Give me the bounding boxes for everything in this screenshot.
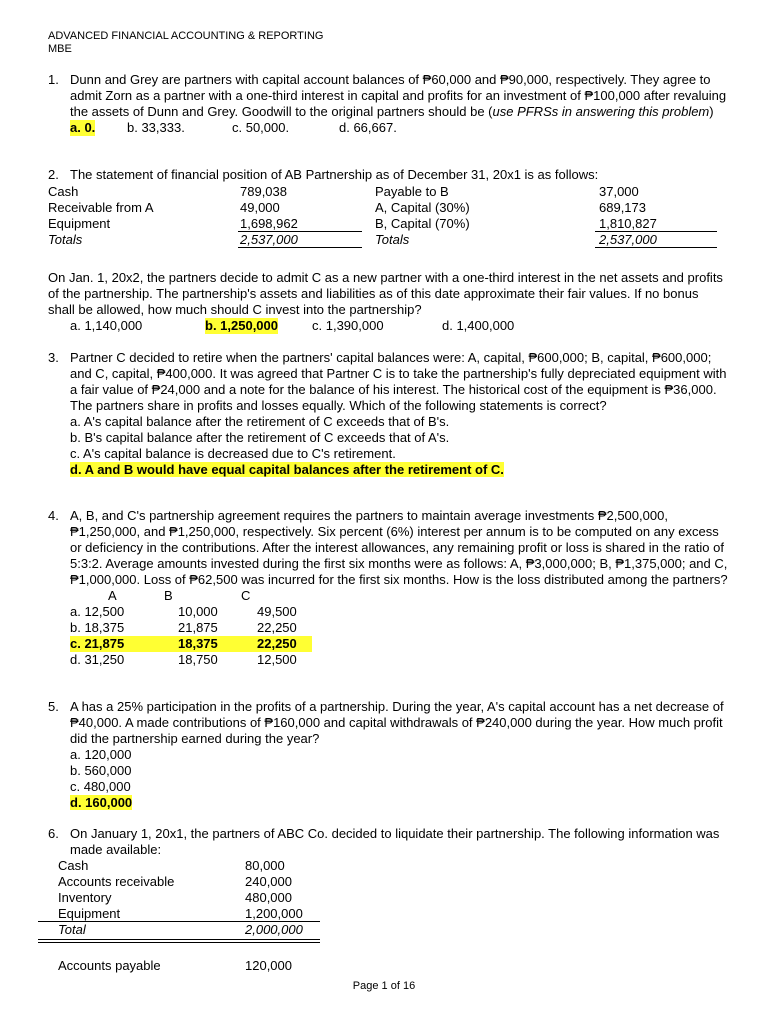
asset-amount: 240,000 bbox=[245, 874, 292, 889]
liability-label: A, Capital (30%) bbox=[375, 200, 470, 215]
choice-d-value-a: d. 31,250 bbox=[70, 652, 125, 667]
totals-label: Totals bbox=[48, 232, 83, 247]
choice-b-value-a: b. 18,375 bbox=[70, 620, 125, 635]
question-number: 1. bbox=[48, 72, 59, 87]
table-row bbox=[58, 958, 728, 974]
question-text-part: Dunn and Grey are partners with capital account balances of ₱60,000 and ₱90,000, respectively. They agree to admit Zorn as a partner with a one-third interest in capital and profits for an investment of ₱100,000 after revaluing the assets of Dunn and Grey. Goodwill to the original partners should be ( bbox=[70, 72, 727, 119]
question-2-scenario bbox=[48, 270, 728, 334]
table-row bbox=[70, 620, 728, 636]
choice-a-value-c: 49,500 bbox=[257, 604, 297, 619]
table-row bbox=[70, 604, 728, 620]
asset-amount: 80,000 bbox=[245, 858, 285, 873]
totals-row bbox=[48, 232, 720, 248]
asset-label: Equipment bbox=[48, 216, 111, 231]
question-5 bbox=[48, 699, 728, 811]
choice-c-value-b: 18,375 bbox=[178, 636, 218, 651]
choice-b-value-c: 22,250 bbox=[257, 620, 297, 635]
question-number: 6. bbox=[48, 826, 59, 841]
asset-label: Cash bbox=[48, 184, 79, 199]
choices bbox=[70, 747, 728, 811]
double-underline bbox=[595, 247, 717, 248]
question-number: 3. bbox=[48, 350, 59, 365]
choice-d-value-b: 18,750 bbox=[178, 652, 218, 667]
choice-d-answer: d. A and B would have equal capital balances after the retirement of C. bbox=[70, 462, 504, 477]
exam-code: MBE bbox=[48, 43, 72, 55]
choice-row bbox=[70, 318, 728, 334]
liability-label: B, Capital (70%) bbox=[375, 216, 470, 231]
page-number: Page 1 of 16 bbox=[352, 980, 416, 992]
choice-a: a. 1,140,000 bbox=[70, 318, 143, 333]
document-header bbox=[48, 30, 323, 56]
question-2 bbox=[48, 167, 720, 248]
question-6 bbox=[48, 826, 728, 974]
totals-label: Total bbox=[58, 922, 86, 937]
choice-row bbox=[70, 120, 728, 136]
choice-a-answer: a. 0. bbox=[70, 120, 96, 135]
question-text: A, B, and C's partnership agreement requires the partners to maintain average investments ₱2,500,000, ₱1,250,000, and ₱1,250,000, respectively. Six percent (6%) interest per annum is to be computed on any excess or deficiency in the contributions. After the interest allowances, any remaining profit or loss is shared in the ratio of 5:3:2. Average amounts invested during the first six months were as follows: A, ₱3,000,000; B, ₱1,375,000; and C, ₱1,000,000. Loss of ₱62,500 was incurred for the first six months. How is the loss distributed among the partners? bbox=[70, 508, 728, 587]
asset-label: Cash bbox=[58, 858, 89, 873]
asset-label: Receivable from A bbox=[48, 200, 154, 215]
totals-amount: 2,000,000 bbox=[245, 922, 303, 937]
table-row-answer bbox=[70, 636, 728, 652]
choices bbox=[70, 414, 728, 478]
asset-label: Equipment bbox=[58, 906, 121, 921]
asset-label: Inventory bbox=[58, 890, 112, 905]
choice-c-value-c: 22,250 bbox=[257, 636, 297, 651]
choice-d: d. 1,400,000 bbox=[442, 318, 515, 333]
asset-amount: 49,000 bbox=[240, 200, 280, 215]
liquidation-assets-table bbox=[58, 858, 728, 938]
choice-d-value-c: 12,500 bbox=[257, 652, 297, 667]
column-header-a: A bbox=[108, 588, 117, 603]
liability-amount: 689,173 bbox=[599, 200, 646, 215]
totals-amount: 2,537,000 bbox=[240, 232, 298, 247]
liability-label: Payable to B bbox=[375, 184, 449, 199]
choice-c-value-a: c. 21,875 bbox=[70, 636, 125, 651]
choice-b: b. B's capital balance after the retirement of C exceeds that of A's. bbox=[70, 430, 450, 445]
table-header bbox=[70, 588, 728, 604]
asset-amount: 789,038 bbox=[240, 184, 287, 199]
liability-amount: 37,000 bbox=[599, 184, 639, 199]
liability-amount: 120,000 bbox=[245, 958, 292, 973]
question-4 bbox=[48, 508, 728, 668]
question-3 bbox=[48, 350, 728, 478]
choice-a-value-a: a. 12,500 bbox=[70, 604, 125, 619]
table-row bbox=[48, 200, 720, 216]
question-number: 4. bbox=[48, 508, 59, 523]
totals-label: Totals bbox=[375, 232, 410, 247]
question-text bbox=[70, 72, 728, 120]
choice-b-value-b: 21,875 bbox=[178, 620, 218, 635]
totals-row bbox=[58, 922, 728, 938]
liability-label: Accounts payable bbox=[58, 958, 161, 973]
choice-c: c. 1,390,000 bbox=[312, 318, 384, 333]
table-row bbox=[58, 874, 728, 890]
totals-amount: 2,537,000 bbox=[599, 232, 657, 247]
question-text-italic: use PFRSs in answering this problem bbox=[492, 104, 710, 119]
choice-d: d. 66,667. bbox=[339, 120, 397, 135]
question-text: Partner C decided to retire when the partners' capital balances were: A, capital, ₱600,000; B, capital, ₱600,000; and C, capital, ₱400,000. It was agreed that Partner C is to take the partnership's fully depreciated equipment with a fair value of ₱24,000 and a note for the balance of his interest. The historical cost of the equipment is ₱36,000. The partners share in profits and losses equally. Which of the following statements is correct? bbox=[70, 350, 727, 413]
table-row bbox=[58, 858, 728, 874]
question-text: On Jan. 1, 20x2, the partners decide to admit C as a new partner with a one-third interest in the net assets and profits of the partnership. The partnership's assets and liabilities as of this date approximate their fair values. If no bonus shall be allowed, how much should C invest into the partnership? bbox=[48, 270, 723, 317]
liability-amount: 1,810,827 bbox=[599, 216, 657, 231]
choice-b: b. 33,333. bbox=[127, 120, 185, 135]
loss-distribution-table bbox=[70, 588, 728, 668]
asset-amount: 480,000 bbox=[245, 890, 292, 905]
table-row bbox=[58, 906, 728, 922]
choice-c: c. 50,000. bbox=[232, 120, 290, 135]
choice-b-answer: b. 1,250,000 bbox=[205, 318, 278, 333]
question-number: 5. bbox=[48, 699, 59, 714]
question-number: 2. bbox=[48, 167, 59, 182]
financial-position-table bbox=[48, 184, 720, 248]
table-row bbox=[48, 216, 720, 232]
choice-a: a. A's capital balance after the retirement of C exceeds that of B's. bbox=[70, 414, 450, 429]
question-text: A has a 25% participation in the profits of a partnership. During the year, A's capital account has a net decrease of ₱40,000. A made contributions of ₱160,000 and capital withdrawals of ₱240,000 during the year. How much profit did the partnership earned during the year? bbox=[70, 699, 724, 746]
question-text: The statement of financial position of AB Partnership as of December 31, 20x1 is as follows: bbox=[70, 167, 599, 182]
choice-b: b. 560,000 bbox=[70, 763, 132, 778]
course-title: ADVANCED FINANCIAL ACCOUNTING & REPORTING bbox=[48, 30, 324, 42]
column-header-c: C bbox=[241, 588, 251, 603]
choice-c: c. A's capital balance is decreased due to C's retirement. bbox=[70, 446, 396, 461]
asset-amount: 1,200,000 bbox=[245, 906, 303, 921]
choice-a-value-b: 10,000 bbox=[178, 604, 218, 619]
asset-amount: 1,698,962 bbox=[240, 216, 298, 231]
question-text: On January 1, 20x1, the partners of ABC Co. decided to liquidate their partnership. The following information was made available: bbox=[70, 826, 720, 857]
table-row bbox=[70, 652, 728, 668]
double-underline bbox=[38, 942, 320, 943]
double-underline bbox=[38, 939, 320, 940]
table-row bbox=[48, 184, 720, 200]
question-1 bbox=[48, 72, 728, 136]
question-text-part: ) bbox=[709, 104, 714, 119]
choice-a: a. 120,000 bbox=[70, 747, 132, 762]
asset-label: Accounts receivable bbox=[58, 874, 175, 889]
table-row bbox=[58, 890, 728, 906]
double-underline bbox=[238, 247, 362, 248]
column-header-b: B bbox=[164, 588, 173, 603]
choice-d-answer: d. 160,000 bbox=[70, 795, 133, 810]
choice-c: c. 480,000 bbox=[70, 779, 131, 794]
